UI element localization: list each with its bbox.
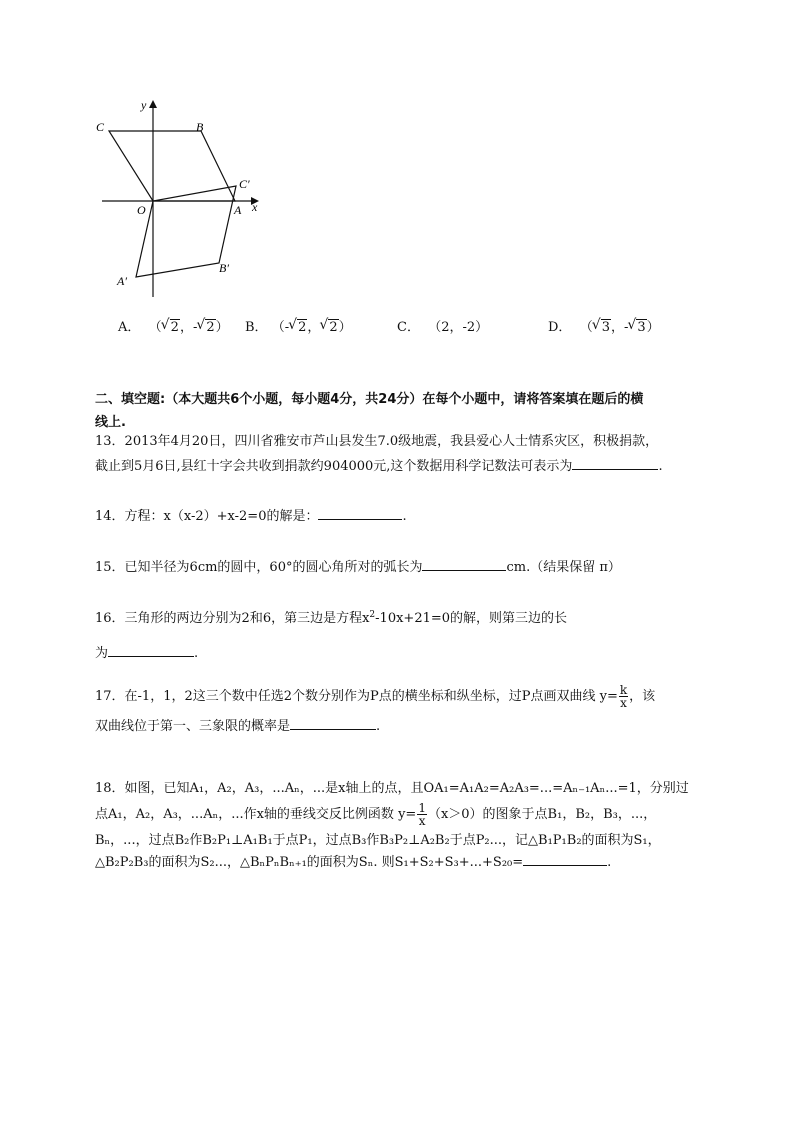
label-a-prime: A′ [117, 274, 127, 288]
question-13: 13．2013年4月20日，四川省雅安市芦山县发生7.0级地震，我县爱心人士情系灾区，积极捐款， 截止到5月6日,县红十字会共收到捐款约904000元,这个数据用科学记数法可表示为 . [95, 434, 663, 474]
answer-blank-15[interactable] [422, 558, 506, 571]
option-c: C． （2，-2） [397, 320, 489, 335]
answer-blank-18[interactable] [523, 853, 607, 866]
question-15: 15．已知半径为6cm的圆中，60°的圆心角所对的弧长为 cm.（结果保留 π） [95, 560, 621, 575]
question-14: 14．方程：x（x-2）+x-2=0的解是： . [95, 509, 407, 524]
rotation-figure [95, 95, 275, 305]
option-b: B． （-√ 2，√ 2） [245, 316, 352, 335]
label-y: y [141, 98, 147, 112]
question-17: 17．在-1，1，2这三个数中任选2个数分别作为P点的横坐标和纵坐标，过P点画双曲线 y= $\frac{k}{x}$ ，该 双曲线位于第一、三象限的概率是 . [95, 683, 656, 734]
label-x: x [252, 200, 258, 214]
option-d: D． （√ 3，-√ 3） [548, 316, 660, 335]
parallelogram-oabc [109, 131, 235, 201]
answer-blank-13[interactable] [572, 457, 658, 470]
question-16: 16．三角形的两边分别为2和6，第三边是方程$x^2-10x+21=0$的解，则第三边的长 为 . [95, 610, 568, 661]
question-18: 18．如图，已知A₁，A₂，A₃，...Aₙ，...是x轴上的点，且OA₁=A₁A₂=A₂A₃=...=Aₙ₋₁Aₙ...=1，分别过 点A₁，A₂，A₃，...Aₙ，...作x轴的垂线交反比例函数 y= $\frac{1}{x}$ （x＞0）的图象于点B₁，B₂，B₃，...， Bₙ，...，过点B₂作B₂P₁⊥A₁B₁于点P₁，过点B₃作B₃P₂⊥A₂B₂于点P₂...，记△B₁P₁B₂的面积为S₁， △B₂P₂B₃的面积为S₂...，△BₙPₙBₙ₊₁的面积为Sₙ. 则S₁+S₂+S₃+...+S₂₀= . [95, 781, 689, 870]
label-b: B [196, 120, 204, 134]
y-axis-arrow [149, 100, 157, 108]
label-a: A [234, 203, 242, 217]
label-o: O [137, 203, 146, 217]
fraction-k-over-x: $\frac{k}{x}$ [619, 683, 628, 710]
label-b-prime: B′ [219, 261, 229, 275]
fraction-1-over-x: $\frac{1}{x}$ [418, 801, 426, 828]
label-c: C [96, 120, 105, 134]
answer-blank-17[interactable] [290, 717, 376, 730]
section-heading: 二、填空题:（本大题共6个小题，每小题4分，共24分）在每个小题中，请将答案填在题后的横 线上. [95, 392, 644, 430]
answer-blank-14[interactable] [318, 507, 402, 520]
answer-blank-16[interactable] [108, 644, 194, 657]
option-a: A． （√ 2，-√ 2） [118, 316, 229, 335]
label-c-prime: C′ [239, 177, 250, 191]
